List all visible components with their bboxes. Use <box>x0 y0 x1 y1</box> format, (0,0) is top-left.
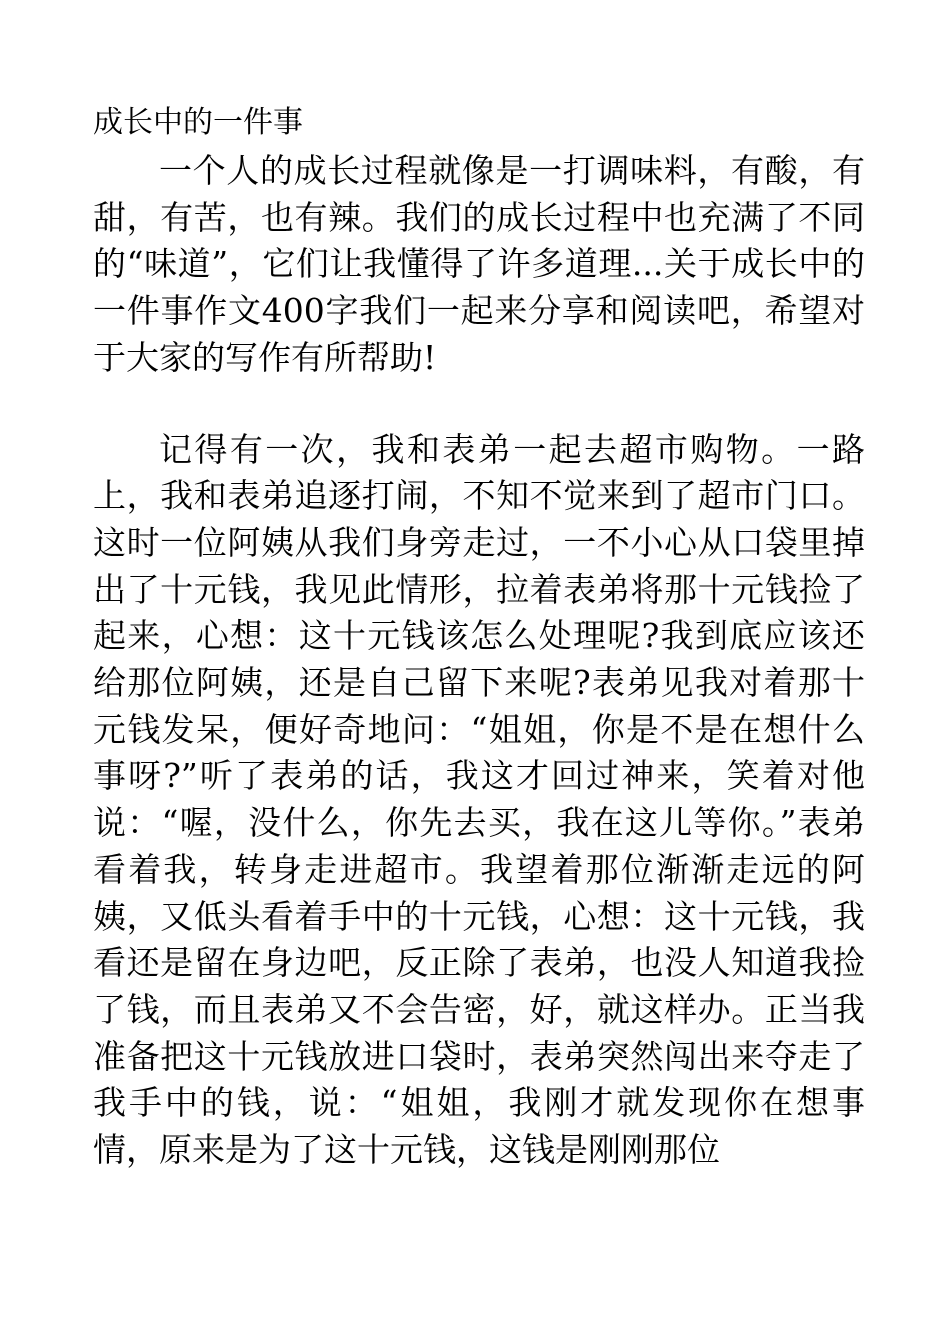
paragraph-spacer <box>93 382 865 427</box>
paragraph-intro: 一个人的成长过程就像是一打调味料，有酸，有甜，有苦，也有辣。我们的成长过程中也充满了不同的“味道”，它们让我懂得了许多道理...关于成长中的一件事作文400字我们一起来分享和阅读吧，希望对于大家的写作有所帮助! <box>93 151 865 377</box>
document-page <box>93 100 865 1174</box>
paragraph-story: 记得有一次，我和表弟一起去超市购物。一路上，我和表弟追逐打闹，不知不觉来到了超市门口。这时一位阿姨从我们身旁走过，一不小心从口袋里掉出了十元钱，我见此情形，拉着表弟将那十元钱捡了起来，心想：这十元钱该怎么处理呢?我到底应该还给那位阿姨，还是自己留下来呢?表弟见我对着那十元钱发呆，便好奇地问：“姐姐，你是不是在想什么事呀?”听了表弟的话，我这才回过神来，笑着对他说：“喔，没什么，你先去买，我在这儿等你。”表弟看着我，转身走进超市。我望着那位渐渐走远的阿姨，又低头看着手中的十元钱，心想：这十元钱，我看还是留在身边吧，反正除了表弟，也没人知道我捡了钱，而且表弟又不会告密，好，就这样办。正当我准备把这十元钱放进口袋时，表弟突然闯出来夺走了我手中的钱，说：“姐姐，我刚才就发现你在想事情，原来是为了这十元钱，这钱是刚刚那位 <box>93 429 865 1170</box>
document-title: 成长中的一件事 <box>93 105 303 140</box>
